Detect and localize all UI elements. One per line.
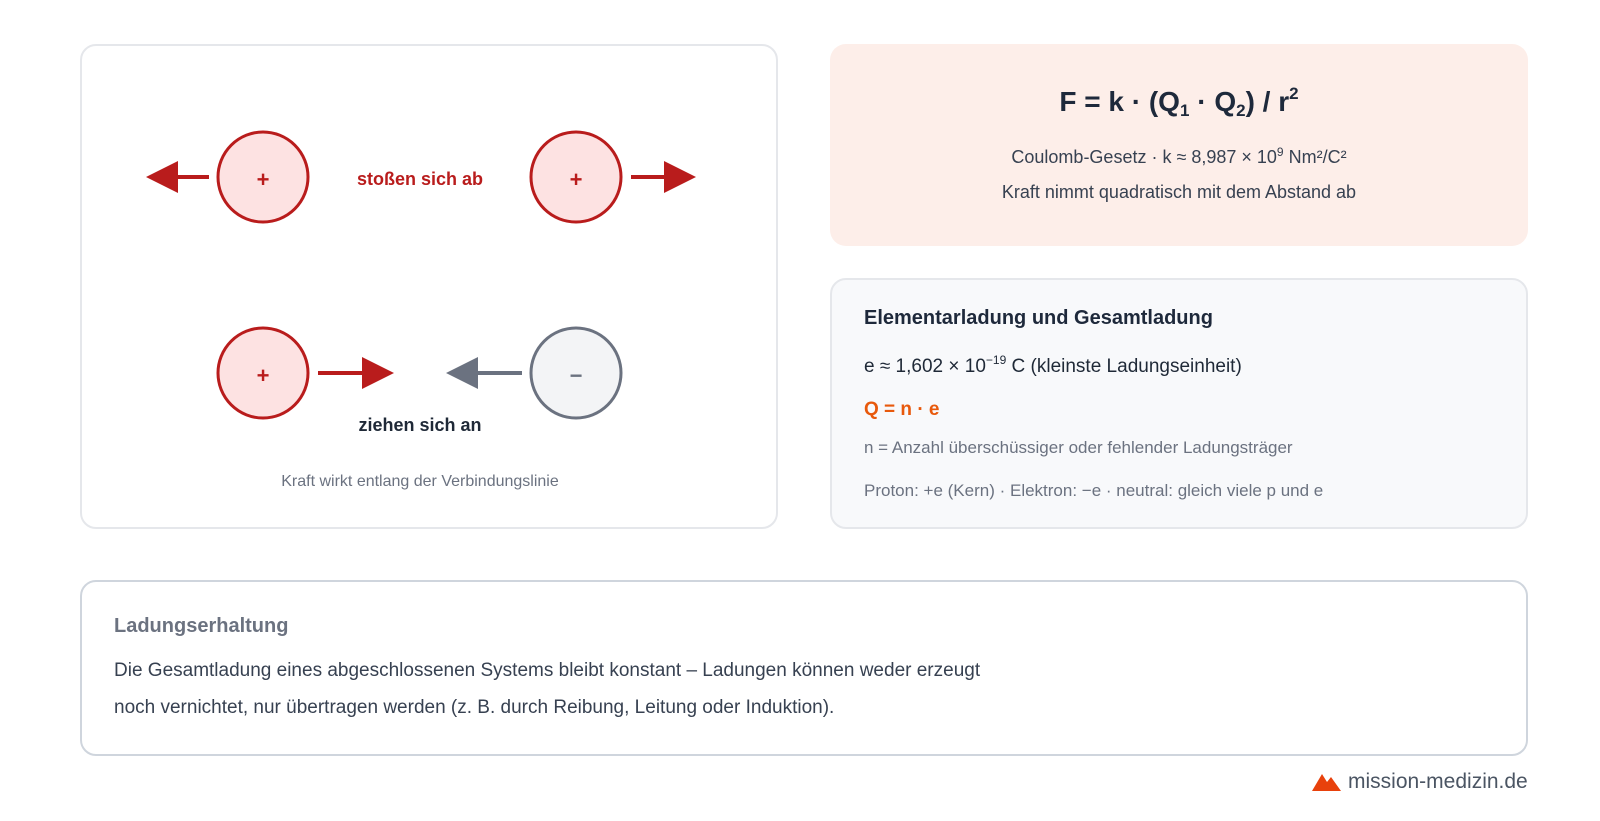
conservation-line-1: Die Gesamtladung eines abgeschlossenen Systems bleibt konstant – Ladungen können weder erzeugt [114,660,981,681]
formula-exp: 2 [1289,84,1299,103]
attract-left-arrow [446,357,522,389]
coulomb-formula [830,84,1528,121]
repel-left-arrow [146,161,209,193]
brand-logo[interactable] [1312,770,1528,794]
repel-left-charge-sign: + [256,167,270,192]
repel-right-charge-sign: + [569,167,583,192]
conservation-title: Ladungserhaltung [114,615,289,637]
constant-prefix: Coulomb-Gesetz · k ≈ 8,987 × 10 [1011,147,1277,167]
elementary-card-title: Elementarladung und Gesamtladung [864,307,1213,329]
coulomb-constant-line [830,145,1528,168]
formula-mid: · Q [1189,86,1237,117]
constant-suffix: Nm²/C² [1283,147,1347,167]
elementary-charge-card [830,278,1528,529]
attract-right-arrow [318,357,394,389]
attract-label: ziehen sich an [358,415,482,435]
diagram-svg [82,46,780,531]
n-definition: n = Anzahl überschüssiger oder fehlender Ladungsträger [864,438,1293,457]
diagram-caption: Kraft wirkt entlang der Verbindungslinie [281,473,559,490]
attract-positive-charge [218,328,308,418]
repel-left-charge [218,132,308,222]
mountain-logo-icon [1312,772,1342,792]
conservation-line-2: noch vernichtet, nur übertragen werden (z. B. durch Reibung, Leitung oder Induktion). [114,697,835,718]
formula-suffix: ) / r [1245,86,1290,117]
charge-value-prefix: e ≈ 1,602 × 10 [864,356,986,377]
distance-note: Kraft nimmt quadratisch mit dem Abstand ab [1001,182,1357,202]
charge-interaction-diagram [80,44,778,529]
repel-label: stoßen sich ab [356,169,484,189]
charge-conservation-card [80,580,1528,756]
elementary-charge-value [864,353,1242,378]
formula-prefix: F = k · (Q [1059,86,1180,117]
formula-sub1: 1 [1179,101,1190,120]
attract-negative-sign: − [569,363,583,388]
repel-right-arrow [631,161,696,193]
particle-charges: Proton: +e (Kern) · Elektron: −e · neutral: gleich viele p und e [864,481,1324,500]
attract-negative-charge [531,328,621,418]
formula-sub2: 2 [1236,101,1246,120]
brand-name: mission-medizin.de [1348,770,1528,793]
constant-exp: 9 [1276,145,1284,159]
charge-value-suffix: C (kleinste Ladungseinheit) [1006,356,1242,377]
attract-positive-sign: + [256,363,270,388]
repel-right-charge [531,132,621,222]
charge-value-exp: −19 [985,353,1007,367]
total-charge-formula: Q = n · e [864,399,940,420]
coulomb-formula-card [830,44,1528,246]
